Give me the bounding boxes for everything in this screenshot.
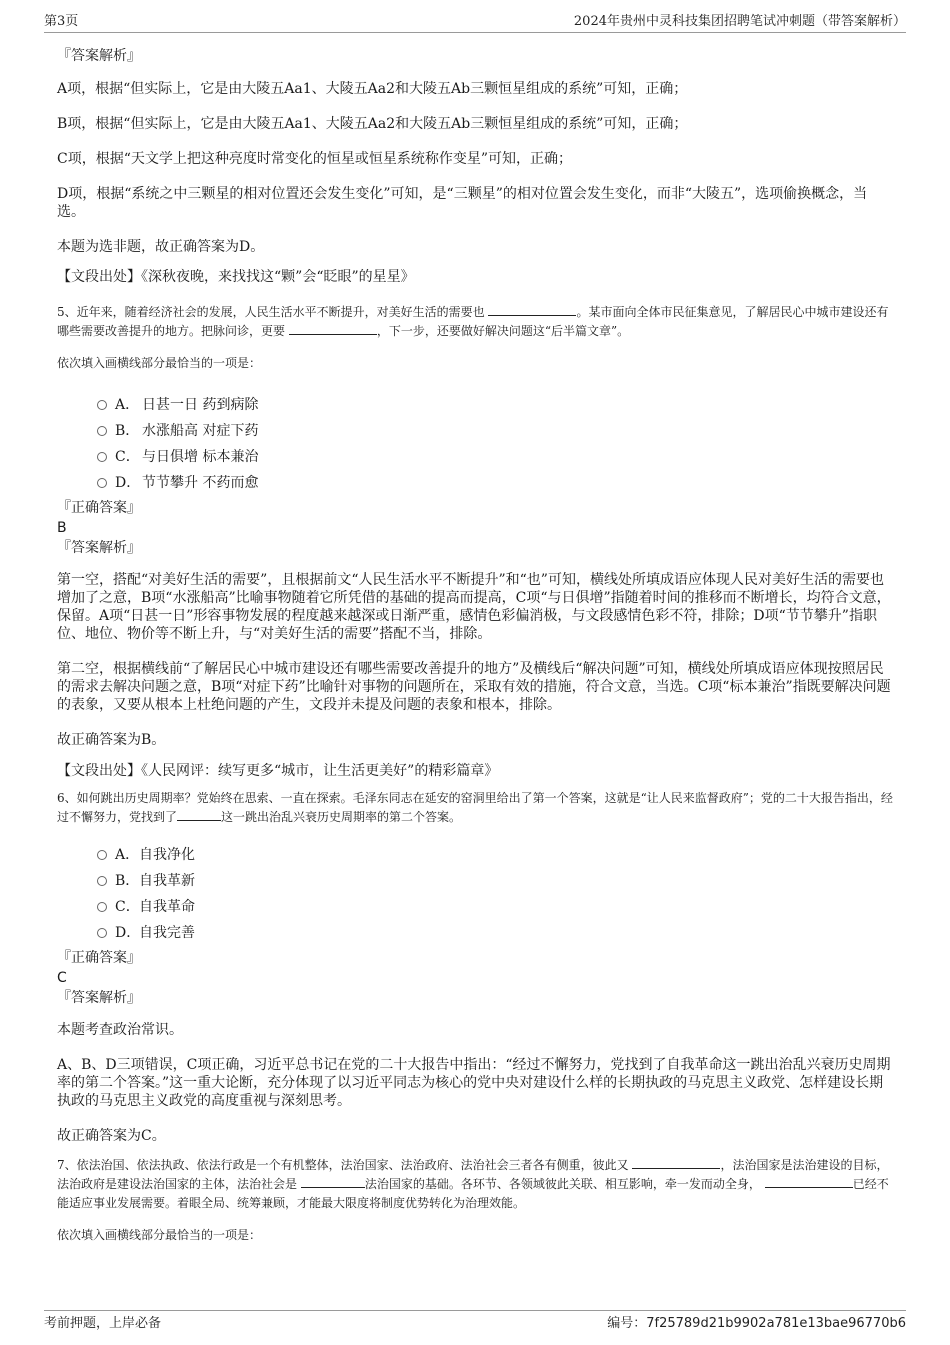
question-stem: 5、近年来，随着经济社会的发展，人民生活水平不断提升，对美好生活的需要也 。某市面向全体市民征集意见，了解居民心中城市建设还有哪些需要改善提升的地方。把脉问诊，更要 ，下一步，还要做好解决问题这“后半篇文章”。 <box>57 305 889 338</box>
analysis-paragraph: 第二空，根据横线前“了解居民心中城市建设还有哪些需要改善提升的地方”及横线后“解决问题”可知，横线处所填成语应体现按照居民的需求去解决问题之意，B项“对症下药”比喻针对事物的问题所在，采取有效的措施，符合文意，当选。C项“标本兼治”指既要解决问题的表象，又要从根本上杜绝问题的产生，文段并未提及问题的表象和根本，排除。 <box>57 661 891 713</box>
analysis-paragraph: 第一空，搭配“对美好生活的需要”，且根据前文“人民生活水平不断提升”和“也”可知，横线处所填成语应体现人民对美好生活的需要也增加了之意，B项“水涨船高”比喻事物随着它所凭借的基础的提高而提高，C项“与日俱增”指随着时间的推移而不断增长，均符合文意，保留。A项“日甚一日”形容事物发展的程度越来越深或日渐严重，感情色彩偏消极，与文段感情色彩不符，排除；D项“节节攀升”指职位、地位、物价等不断上升，与“对美好生活的需要”搭配不当，排除。 <box>57 572 891 642</box>
page-header <box>44 12 906 33</box>
source-citation: 【文段出处】《深秋夜晚，来找找这“颗”会“眨眼”的星星》 <box>57 269 415 285</box>
answer-blank <box>301 1175 365 1188</box>
analysis-label: 『答案解析』 <box>57 990 141 1006</box>
question-instruction: 依次填入画横线部分最恰当的一项是： <box>57 1228 262 1242</box>
option-b[interactable]: B． 水涨船高 对症下药 <box>57 418 893 444</box>
page-content <box>57 46 893 1245</box>
radio-button[interactable] <box>97 478 107 488</box>
analysis-label: 『答案解析』 <box>57 48 141 64</box>
radio-button[interactable] <box>97 400 107 410</box>
question-stem: 7、依法治国、依法执政、依法行政是一个有机整体，法治国家、法治政府、法治社会三者各有侧重，彼此又 ，法治国家是法治建设的目标，法治政府是建设法治国家的主体，法治社会是 法治国家的基础。各环节、各领域彼此关联、相互影响，牵一发而动全身， 已经不能适应事业发展需要。着眼全局、统筹兼顾，才能最大限度将制度优势转化为治理效能。 <box>57 1158 889 1210</box>
option-d[interactable]: D． 自我完善 <box>57 920 893 946</box>
radio-button[interactable] <box>97 902 107 912</box>
page-footer <box>44 1310 906 1333</box>
footer-slogan: 考前押题，上岸必备 <box>44 1316 162 1331</box>
radio-button[interactable] <box>97 426 107 436</box>
conclusion: 故正确答案为C。 <box>57 1128 166 1144</box>
correct-answer-label: 『正确答案』 <box>57 950 141 966</box>
analysis-paragraph: C项，根据“天文学上把这种亮度时常变化的恒星或恒星系统称作变星”可知，正确； <box>57 151 573 167</box>
option-c[interactable]: C． 与日俱增 标本兼治 <box>57 444 893 470</box>
correct-answer: C <box>57 970 67 986</box>
analysis-paragraph: A项，根据“但实际上，它是由大陵五Aa1、大陵五Aa2和大陵五Ab三颗恒星组成的系统”可知，正确； <box>57 81 688 97</box>
answer-blank <box>289 322 377 335</box>
conclusion: 故正确答案为B。 <box>57 732 166 748</box>
analysis-paragraph: A、B、D三项错误，C项正确，习近平总书记在党的二十大报告中指出：“经过不懈努力，党找到了自我革命这一跳出治乱兴衰历史周期率的第二个答案。”这一重大论断，充分体现了以习近平同志为核心的党中央对建设什么样的长期执政的马克思主义政党、怎样建设长期执政的马克思主义政党的高度重视与深刻思考。 <box>57 1057 891 1109</box>
answer-blank <box>765 1175 853 1188</box>
radio-button[interactable] <box>97 850 107 860</box>
radio-button[interactable] <box>97 928 107 938</box>
answer-blank <box>488 303 576 316</box>
radio-button[interactable] <box>97 876 107 886</box>
answer-blank <box>177 808 221 821</box>
option-list <box>57 392 893 496</box>
option-c[interactable]: C． 自我革命 <box>57 894 893 920</box>
conclusion: 本题为选非题，故正确答案为D。 <box>57 239 265 255</box>
source-citation: 【文段出处】《人民网评：续写更多“城市，让生活更美好”的精彩篇章》 <box>57 763 499 779</box>
correct-answer-label: 『正确答案』 <box>57 500 141 516</box>
document-code: 编号：7f25789d21b9902a781e13bae96770b6 <box>607 1316 906 1331</box>
option-a[interactable]: A． 自我净化 <box>57 842 893 868</box>
option-d[interactable]: D． 节节攀升 不药而愈 <box>57 470 893 496</box>
correct-answer: B <box>57 520 67 536</box>
analysis-paragraph: D项，根据“系统之中三颗星的相对位置还会发生变化”可知，是“三颗星”的相对位置会发生变化，而非“大陵五”，选项偷换概念，当选。 <box>57 186 868 220</box>
document-title: 2024年贵州中灵科技集团招聘笔试冲刺题（带答案解析） <box>573 14 906 29</box>
analysis-paragraph: 本题考查政治常识。 <box>57 1022 183 1038</box>
answer-blank <box>632 1156 720 1169</box>
question-instruction: 依次填入画横线部分最恰当的一项是： <box>57 356 262 370</box>
analysis-label: 『答案解析』 <box>57 540 141 556</box>
option-a[interactable]: A． 日甚一日 药到病除 <box>57 392 893 418</box>
question-stem: 6、如何跳出历史周期率？党始终在思索、一直在探索。毛泽东同志在延安的窑洞里给出了第一个答案，这就是“让人民来监督政府”；党的二十大报告指出，经过不懈努力，党找到了 这一跳出治乱兴衰历史周期率的第二个答案。 <box>57 791 893 824</box>
option-b[interactable]: B． 自我革新 <box>57 868 893 894</box>
option-list <box>57 842 893 946</box>
analysis-paragraph: B项，根据“但实际上，它是由大陵五Aa1、大陵五Aa2和大陵五Ab三颗恒星组成的系统”可知，正确； <box>57 116 688 132</box>
page-number: 第3页 <box>44 14 79 29</box>
radio-button[interactable] <box>97 452 107 462</box>
